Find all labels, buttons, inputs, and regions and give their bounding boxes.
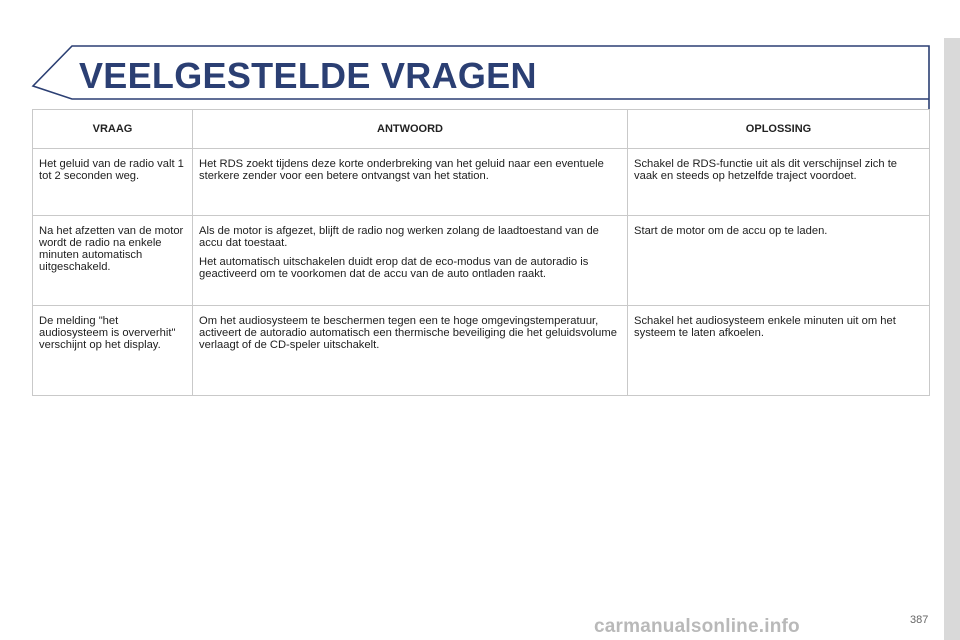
table-row <box>33 306 930 396</box>
answer-cell <box>193 216 628 306</box>
faq-table <box>32 109 930 396</box>
question-cell: Het geluid van de radio valt 1 tot 2 seconden weg. <box>33 149 193 216</box>
column-header-question: VRAAG <box>33 110 193 149</box>
question-cell: Na het afzetten van de motor wordt de radio na enkele minuten automatisch uitgeschakeld. <box>33 216 193 306</box>
answer-text: Om het audiosysteem te beschermen tegen een te hoge omgevingstemperatuur, activeert de autoradio automatisch een thermische beveiliging die het geluidsvolume verlaagt of de CD-speler uitschakelt. <box>199 315 617 351</box>
column-header-solution: OPLOSSING <box>628 110 930 149</box>
page-number: 387 <box>910 614 929 626</box>
solution-cell: Schakel het audiosysteem enkele minuten uit om het systeem te laten afkoelen. <box>628 306 930 396</box>
side-strip <box>944 38 960 640</box>
table-row <box>33 216 930 306</box>
answer-text: Het RDS zoekt tijdens deze korte onderbreking van het geluid naar een eventuele sterkere zender voor een betere ontvangst van het station. <box>199 158 604 182</box>
table-header-row <box>33 110 930 149</box>
column-header-answer: ANTWOORD <box>193 110 628 149</box>
solution-cell: Schakel de RDS-functie uit als dit verschijnsel zich te vaak en steeds op hetzelfde traject voordoet. <box>628 149 930 216</box>
page-title: VEELGESTELDE VRAGEN <box>79 55 537 96</box>
solution-cell: Start de motor om de accu op te laden. <box>628 216 930 306</box>
question-cell: De melding "het audiosysteem is oververhit" verschijnt op het display. <box>33 306 193 396</box>
answer-cell <box>193 306 628 396</box>
answer-text: Als de motor is afgezet, blijft de radio nog werken zolang de laadtoestand van de accu dat toestaat. <box>199 225 599 249</box>
answer-cell <box>193 149 628 216</box>
table-row <box>33 149 930 216</box>
answer-text: Het automatisch uitschakelen duidt erop dat de eco-modus van de autoradio is geactiveerd om te voorkomen dat de accu van de auto ontladen raakt. <box>199 256 589 280</box>
watermark: carmanualsonline.info <box>594 616 800 637</box>
